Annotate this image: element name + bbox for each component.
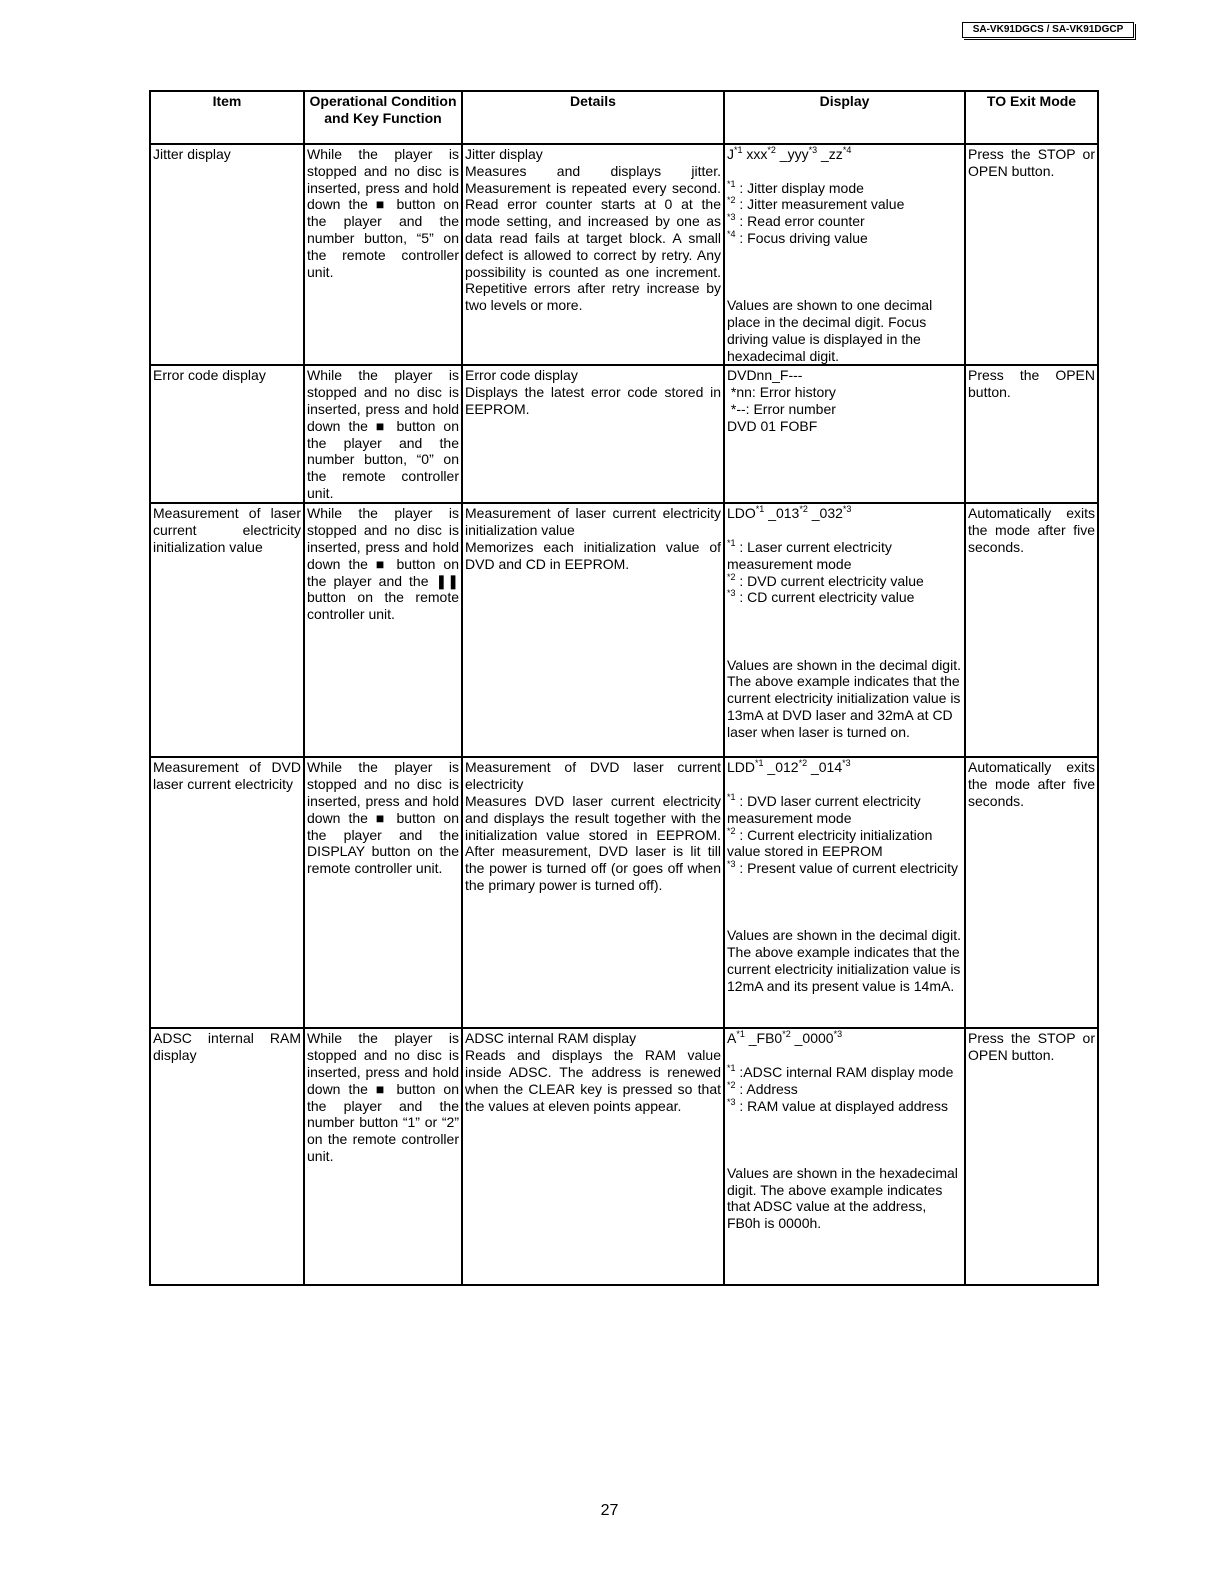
display-code: LDD$^{*1}$ _012$^{*2}$ _014$^{*3}$ — [727, 758, 851, 776]
details-cell — [462, 1028, 724, 1285]
footnote-marker: *3 — [727, 1096, 736, 1107]
display-line: *--: Error number — [727, 400, 836, 417]
display-footer: Values are shown to one decimal place in the decimal digit. Focus driving value is displayed in the hexadecimal digit. — [727, 297, 933, 364]
exit-cell: Automatically exits the mode after five seconds. — [965, 757, 1098, 1028]
display-note: $^{*1}$ : Jitter display mode — [727, 178, 864, 196]
footnote-marker: *2 — [767, 145, 776, 155]
table-header-row — [150, 91, 1098, 144]
details-cell — [462, 365, 724, 503]
exit-cell: Press the STOP or OPEN button. — [965, 144, 1098, 365]
footnote-marker: *3 — [808, 145, 818, 155]
footnote-marker: *1 — [727, 791, 736, 802]
display-note: $^{*3}$ : Present value of current electricity — [727, 859, 959, 877]
display-line: *nn: Error history — [727, 384, 836, 401]
details-text: Reads and displays the RAM value inside ADSC. The address is renewed when the CLEAR key is pressed so that the values at eleven points appear. — [465, 1047, 721, 1114]
details-title: Measurement of DVD laser current electricity — [465, 759, 721, 793]
display-note: $^{*1}$ :ADSC internal RAM display mode — [727, 1062, 954, 1080]
table-row — [150, 365, 1098, 503]
display-note: $^{*2}$ : Jitter measurement value — [727, 195, 905, 213]
page-number: 27 — [600, 1502, 619, 1519]
item-cell: Error code display — [150, 365, 304, 503]
footnote-marker: *3 — [727, 859, 736, 870]
display-note: $^{*3}$ : RAM value at displayed address — [727, 1096, 948, 1114]
display-footer: Values are shown in the hexadecimal digit. The above example indicates that ADSC value at the address, FB0h is 0000h. — [727, 1164, 958, 1232]
details-text: Measures DVD laser current electricity and displays the result together with the initialization value stored in EEPROM. After measurement, DVD laser is lit till the power is turned off (or goes off when the primary power is turned off). — [465, 792, 721, 893]
footnote-marker: *1 — [755, 504, 765, 515]
display-code: LDO$^{*1}$ _013$^{*2}$ _032$^{*3}$ — [727, 504, 852, 522]
exit-cell: Press the STOP or OPEN button. — [965, 1028, 1098, 1285]
condition-cell: While the player is stopped and no disc is inserted, press and hold down the ■ button on the player and the number button “1” or “2” on the remote controller unit. — [304, 1028, 462, 1285]
display-footer: Values are shown in the decimal digit. The above example indicates that the current electricity initialization value is 12mA and its present value is 14mA. — [727, 927, 961, 994]
condition-cell: While the player is stopped and no disc is inserted, press and hold down the ■ button on the player and the ❚❚ button on the remote controller unit. — [304, 503, 462, 757]
display-code: $J^{*1}$ xxx$^{*2}$ _yyy$^{*3}$ $\_zz^{*4}$ — [727, 145, 852, 162]
display-cell — [724, 144, 965, 365]
details-cell — [462, 757, 724, 1028]
footnote-marker: *3 — [842, 504, 852, 515]
footnote-marker: *1 — [736, 1029, 745, 1040]
exit-cell: Press the OPEN button. — [965, 365, 1098, 503]
details-cell — [462, 503, 724, 757]
footnote-marker: *4 — [727, 228, 736, 239]
details-text: Memorizes each initialization value of DVD and CD in EEPROM. — [465, 538, 721, 572]
display-footer: Values are shown in the decimal digit. The above example indicates that the current electricity initialization value is 13mA at DVD laser and 32mA at CD laser when laser is turned on. — [727, 656, 961, 740]
column-header-item: Item — [150, 91, 304, 144]
details-text: Displays the latest error code stored in EEPROM. — [465, 384, 721, 417]
display-note: $^{*2}$ : DVD current electricity value — [727, 571, 924, 589]
condition-cell: While the player is stopped and no disc is inserted, press and hold down the ■ button on the player and the number button, “0” on the remote controller unit. — [304, 365, 462, 503]
display-note: $^{*2}$ : Address — [727, 1079, 798, 1097]
footnote-marker: *4 — [842, 145, 852, 155]
details-cell — [462, 144, 724, 365]
column-header-display: Display — [724, 91, 965, 144]
details-title: ADSC internal RAM display — [465, 1030, 637, 1047]
details-title: Jitter display — [465, 146, 543, 162]
footnote-marker: *3 — [833, 1029, 843, 1040]
display-note: $^{*3}$ : CD current electricity value — [727, 588, 915, 606]
footnote-marker: *3 — [842, 758, 851, 769]
table-row — [150, 503, 1098, 757]
display-note: $^{*2}$ : Current electricity initialization value stored in EEPROM — [727, 825, 933, 860]
footnote-marker: *2 — [782, 1029, 791, 1040]
service-mode-table — [149, 90, 1099, 1286]
column-header-exit: TO Exit Mode — [965, 91, 1098, 144]
display-cell — [724, 503, 965, 757]
display-note: $^{*4}$ : Focus driving value — [727, 228, 868, 246]
footnote-marker: *2 — [727, 1079, 736, 1090]
exit-cell: Automatically exits the mode after five seconds. — [965, 503, 1098, 757]
footnote-marker: *2 — [727, 195, 736, 206]
footnote-marker: *3 — [727, 212, 736, 223]
details-title: Measurement of laser current electricity initialization value — [465, 505, 721, 539]
table-row — [150, 757, 1098, 1028]
column-header-condition: Operational Condition and Key Function — [304, 91, 462, 144]
column-header-details: Details — [462, 91, 724, 144]
footnote-marker: *2 — [727, 825, 736, 836]
footnote-marker: *2 — [798, 758, 808, 769]
footnote-marker: *1 — [727, 1062, 736, 1073]
display-line: DVD 01 FOBF — [727, 417, 818, 434]
display-cell — [724, 365, 965, 503]
footnote-marker: *1 — [727, 537, 736, 548]
display-cell — [724, 1028, 965, 1285]
display-line: DVDnn_F--- — [727, 367, 803, 384]
table-row — [150, 1028, 1098, 1285]
item-cell: Jitter display — [150, 144, 304, 365]
footnote-marker: *1 — [727, 178, 736, 189]
item-cell: Measurement of DVD laser current electricity — [150, 757, 304, 1028]
display-cell — [724, 757, 965, 1028]
model-number-label: SA-VK91DGCS / SA-VK91DGCP — [962, 22, 1134, 38]
table-row — [150, 144, 1098, 365]
footnote-marker: *3 — [727, 588, 736, 599]
footnote-marker: *1 — [755, 758, 764, 769]
footnote-marker: *2 — [799, 504, 808, 515]
display-note: $^{*3}$ : Read error counter — [727, 212, 865, 230]
item-cell: Measurement of laser current electricity initialization value — [150, 503, 304, 757]
footnote-marker: *1 — [734, 145, 743, 155]
footnote-marker: *2 — [727, 571, 736, 582]
display-note: $^{*1}$ : Laser current electricity measurement mode — [727, 537, 892, 572]
display-code: $A^{*1}$ _FB0$^{*2}$ _0000$^{*3}$ — [727, 1029, 843, 1047]
details-text: Measures and displays jitter. Measurement is repeated every second. Read error counter starts at 0 at the mode setting, and increased by one as data read fails at target block. A small defect is allowed to correct by retry. Any possibility is counted as one increment. Repetitive errors after retry increase by two levels or more. — [465, 162, 721, 314]
condition-cell: While the player is stopped and no disc is inserted, press and hold down the ■ button on the player and the number button, “5” on the remote controller unit. — [304, 144, 462, 365]
display-note: $^{*1}$ : DVD laser current electricity measurement mode — [727, 791, 921, 826]
details-title: Error code display — [465, 367, 578, 384]
condition-cell: While the player is stopped and no disc is inserted, press and hold down the ■ button on the player and the DISPLAY button on the remote controller unit. — [304, 757, 462, 1028]
item-cell: ADSC internal RAM display — [150, 1028, 304, 1285]
